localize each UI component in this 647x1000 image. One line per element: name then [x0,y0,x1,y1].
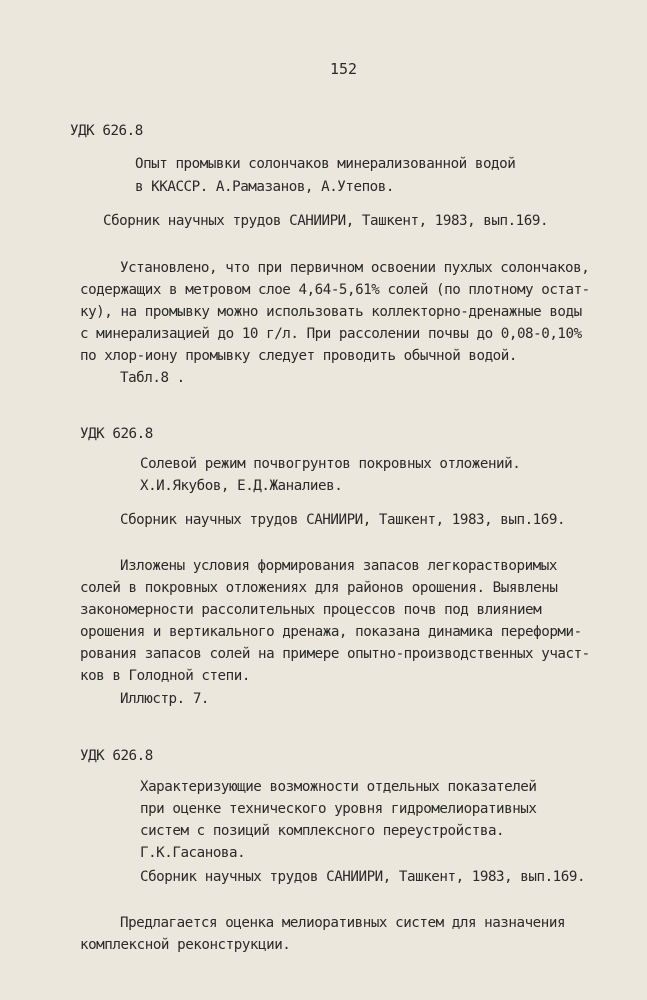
abstract-line: с минерализацией до 10 г/л. При рассолении почвы до 0,08-0,10% [80,326,582,342]
page-number: 152 [330,60,358,78]
abstract-line: рования запасов солей на примере опытно-производственных участ- [80,646,590,662]
entry-title-line: Опыт промывки солончаков минерализованной водой [135,156,516,172]
entry-source: Сборник научных трудов САНИИРИ, Ташкент, 1983, вып.169. [103,213,549,229]
udk-code: УДК 626.8 [80,426,153,442]
abstract-line: орошения и вертикального дренажа, показана динамика переформи- [80,624,582,640]
udk-code: УДК 626.8 [80,748,153,764]
abstract-line: по хлор-иону промывку следует проводить обычной водой. [80,348,517,364]
entry-source: Сборник научных трудов САНИИРИ, Ташкент, 1983, вып.169. [140,869,586,885]
abstract-line: ков в Голодной степи. [80,668,250,684]
abstract-line: Изложены условия формирования запасов легкорастворимых [120,558,557,574]
entry-source: Сборник научных трудов САНИИРИ, Ташкент, 1983, вып.169. [120,512,566,528]
abstract-line: ку), на промывку можно использовать коллекторно-дренажные воды [80,304,582,320]
entry-title-line: в ККАССР. А.Рамазанов, А.Утепов. [135,179,394,195]
abstract-line: Предлагается оценка мелиоративных систем для назначения [120,915,566,931]
entry-title-line: Характеризующие возможности отдельных показателей [140,779,537,795]
entry-title-line: при оценке технического уровня гидромелиоративных [140,801,537,817]
entry-title-line: Г.К.Гасанова. [140,845,246,861]
abstract-line: содержащих в метровом слое 4,64-5,61% солей (по плотному остат- [80,282,590,298]
abstract-line: комплексной реконструкции. [80,937,291,953]
entry-title-line: Солевой режим почвогрунтов покровных отложений. [140,456,521,472]
udk-code: УДК 626.8 [70,123,143,139]
entry-note: Иллюстр. 7. [120,691,210,707]
abstract-line: солей в покровных отложениях для районов орошения. Выявлены [80,580,558,596]
entry-title-line: Х.И.Якубов, Е.Д.Жаналиев. [140,478,343,494]
abstract-line: Установлено, что при первичном освоении пухлых солончаков, [120,260,590,276]
abstract-line: закономерности рассолительных процессов почв под влиянием [80,602,542,618]
entry-note: Табл.8 . [120,370,185,386]
entry-title-line: систем с позиций комплексного переустройства. [140,823,505,839]
